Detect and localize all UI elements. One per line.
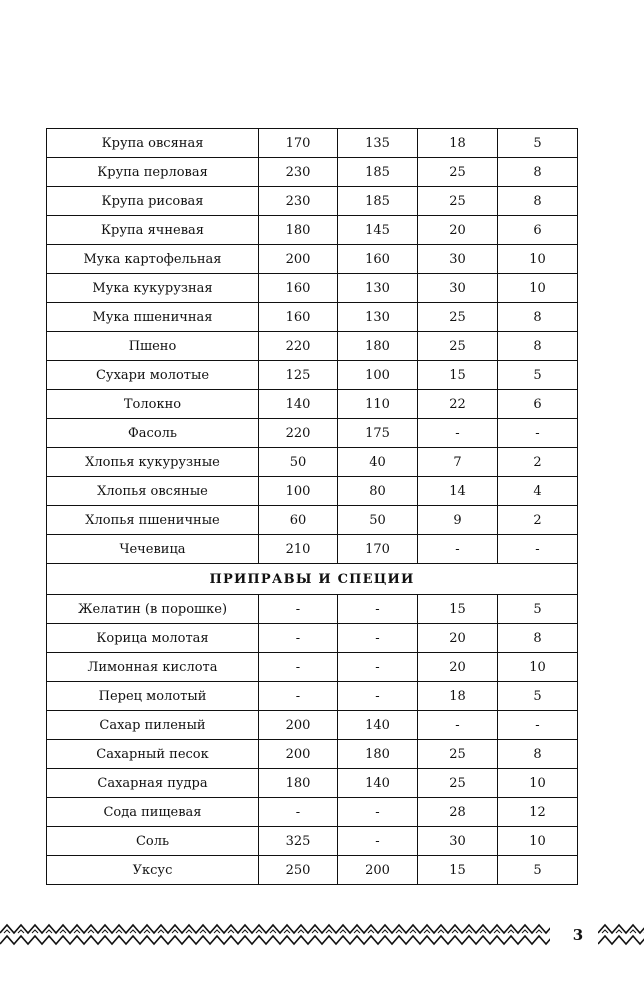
- value-cell: 160: [338, 245, 418, 274]
- product-name-cell: Крупа овсяная: [47, 129, 259, 158]
- table-row: [47, 711, 578, 740]
- chevron-mark: [130, 930, 136, 933]
- value-cell: 50: [338, 506, 418, 535]
- value-cell: 180: [259, 216, 338, 245]
- chevron-mark: [102, 930, 108, 933]
- chevron-mark: [466, 930, 472, 933]
- value-cell: -: [498, 535, 578, 564]
- value-cell: 170: [259, 129, 338, 158]
- product-name-cell: Крупа ячневая: [47, 216, 259, 245]
- value-cell: 4: [498, 477, 578, 506]
- value-cell: 15: [418, 595, 498, 624]
- chevron-mark: [46, 930, 52, 933]
- value-cell: 25: [418, 769, 498, 798]
- value-cell: -: [259, 798, 338, 827]
- chevron-mark: [410, 930, 416, 933]
- value-cell: 8: [498, 303, 578, 332]
- value-cell: 160: [259, 274, 338, 303]
- table-row: [47, 624, 578, 653]
- value-cell: 25: [418, 303, 498, 332]
- value-cell: 20: [418, 653, 498, 682]
- value-cell: 8: [498, 158, 578, 187]
- product-name-cell: Соль: [47, 827, 259, 856]
- value-cell: 160: [259, 303, 338, 332]
- chevron-mark: [4, 930, 10, 933]
- measures-table: [46, 128, 578, 885]
- product-name-cell: Корица молотая: [47, 624, 259, 653]
- value-cell: 230: [259, 158, 338, 187]
- value-cell: 110: [338, 390, 418, 419]
- value-cell: -: [418, 711, 498, 740]
- value-cell: 200: [259, 711, 338, 740]
- table-row: [47, 653, 578, 682]
- chevron-mark: [382, 930, 388, 933]
- product-name-cell: Желатин (в порошке): [47, 595, 259, 624]
- value-cell: 6: [498, 390, 578, 419]
- table-row: [47, 769, 578, 798]
- zigzag-border-icon: [598, 922, 644, 948]
- value-cell: 25: [418, 740, 498, 769]
- zigzag-line: [0, 936, 550, 944]
- table-row: [47, 827, 578, 856]
- chevron-mark: [228, 930, 234, 933]
- chevron-mark: [144, 930, 150, 933]
- value-cell: 250: [259, 856, 338, 885]
- chevron-mark: [312, 930, 318, 933]
- value-cell: 185: [338, 158, 418, 187]
- value-cell: 185: [338, 187, 418, 216]
- value-cell: 140: [338, 769, 418, 798]
- value-cell: 2: [498, 448, 578, 477]
- value-cell: -: [338, 798, 418, 827]
- table-row: [47, 448, 578, 477]
- chevron-mark: [298, 930, 304, 933]
- product-name-cell: Мука картофельная: [47, 245, 259, 274]
- chevron-mark: [536, 930, 542, 933]
- value-cell: 135: [338, 129, 418, 158]
- table-row: [47, 129, 578, 158]
- value-cell: -: [259, 653, 338, 682]
- value-cell: 325: [259, 827, 338, 856]
- value-cell: -: [418, 535, 498, 564]
- value-cell: -: [338, 653, 418, 682]
- value-cell: 2: [498, 506, 578, 535]
- value-cell: 10: [498, 274, 578, 303]
- table-row: [47, 187, 578, 216]
- value-cell: 28: [418, 798, 498, 827]
- value-cell: 15: [418, 361, 498, 390]
- chevron-mark: [396, 930, 402, 933]
- chevron-mark: [508, 930, 514, 933]
- table-row: [47, 798, 578, 827]
- product-name-cell: Крупа перловая: [47, 158, 259, 187]
- product-name-cell: Хлопья пшеничные: [47, 506, 259, 535]
- product-name-cell: Мука пшеничная: [47, 303, 259, 332]
- table-row: [47, 682, 578, 711]
- chevron-mark: [214, 930, 220, 933]
- value-cell: 30: [418, 245, 498, 274]
- value-cell: 5: [498, 856, 578, 885]
- value-cell: 8: [498, 332, 578, 361]
- chevron-mark: [270, 930, 276, 933]
- value-cell: -: [498, 419, 578, 448]
- value-cell: 200: [259, 245, 338, 274]
- value-cell: 5: [498, 595, 578, 624]
- value-cell: -: [338, 682, 418, 711]
- value-cell: 8: [498, 187, 578, 216]
- chevron-mark: [630, 930, 636, 933]
- product-name-cell: Лимонная кислота: [47, 653, 259, 682]
- table-row: [47, 274, 578, 303]
- chevron-mark: [480, 930, 486, 933]
- chevron-mark: [522, 930, 528, 933]
- value-cell: 60: [259, 506, 338, 535]
- value-cell: 145: [338, 216, 418, 245]
- chevron-mark: [424, 930, 430, 933]
- value-cell: 200: [259, 740, 338, 769]
- value-cell: 200: [338, 856, 418, 885]
- value-cell: 125: [259, 361, 338, 390]
- value-cell: 30: [418, 827, 498, 856]
- product-name-cell: Сахар пиленый: [47, 711, 259, 740]
- chevron-mark: [452, 930, 458, 933]
- product-name-cell: Фасоль: [47, 419, 259, 448]
- chevron-mark: [242, 930, 248, 933]
- chevron-mark: [368, 930, 374, 933]
- value-cell: 140: [338, 711, 418, 740]
- value-cell: 80: [338, 477, 418, 506]
- value-cell: 20: [418, 216, 498, 245]
- table-row: [47, 332, 578, 361]
- chevron-mark: [74, 930, 80, 933]
- value-cell: 210: [259, 535, 338, 564]
- chevron-mark: [438, 930, 444, 933]
- zigzag-border-icon: [0, 922, 550, 948]
- value-cell: 15: [418, 856, 498, 885]
- value-cell: 22: [418, 390, 498, 419]
- table-row: [47, 595, 578, 624]
- value-cell: 5: [498, 129, 578, 158]
- value-cell: 180: [259, 769, 338, 798]
- product-name-cell: Сахарная пудра: [47, 769, 259, 798]
- chevron-mark: [284, 930, 290, 933]
- zigzag-line: [598, 936, 644, 944]
- value-cell: -: [259, 595, 338, 624]
- value-cell: 7: [418, 448, 498, 477]
- value-cell: 25: [418, 332, 498, 361]
- value-cell: 12: [498, 798, 578, 827]
- value-cell: -: [418, 419, 498, 448]
- product-name-cell: Сахарный песок: [47, 740, 259, 769]
- chevron-mark: [18, 930, 24, 933]
- value-cell: 25: [418, 187, 498, 216]
- value-cell: 5: [498, 682, 578, 711]
- product-name-cell: Перец молотый: [47, 682, 259, 711]
- value-cell: 5: [498, 361, 578, 390]
- value-cell: -: [338, 624, 418, 653]
- value-cell: 175: [338, 419, 418, 448]
- value-cell: -: [338, 827, 418, 856]
- chevron-mark: [494, 930, 500, 933]
- value-cell: 140: [259, 390, 338, 419]
- chevron-mark: [616, 930, 622, 933]
- table-body: [47, 129, 578, 885]
- table-row: [47, 856, 578, 885]
- product-name-cell: Пшено: [47, 332, 259, 361]
- table-row: [47, 361, 578, 390]
- value-cell: 100: [259, 477, 338, 506]
- value-cell: 130: [338, 303, 418, 332]
- table-row: [47, 390, 578, 419]
- value-cell: 9: [418, 506, 498, 535]
- chevron-mark: [88, 930, 94, 933]
- table-row: [47, 158, 578, 187]
- table-row: [47, 419, 578, 448]
- section-title: ПРИПРАВЫ И СПЕЦИИ: [47, 564, 578, 595]
- value-cell: 180: [338, 740, 418, 769]
- value-cell: 10: [498, 653, 578, 682]
- value-cell: 180: [338, 332, 418, 361]
- product-name-cell: Сода пищевая: [47, 798, 259, 827]
- product-name-cell: Хлопья кукурузные: [47, 448, 259, 477]
- table-row: [47, 506, 578, 535]
- chevron-mark: [200, 930, 206, 933]
- value-cell: -: [498, 711, 578, 740]
- value-cell: 14: [418, 477, 498, 506]
- value-cell: 220: [259, 332, 338, 361]
- product-name-cell: Хлопья овсяные: [47, 477, 259, 506]
- value-cell: 130: [338, 274, 418, 303]
- value-cell: 230: [259, 187, 338, 216]
- product-name-cell: Уксус: [47, 856, 259, 885]
- chevron-mark: [186, 930, 192, 933]
- table-row: [47, 216, 578, 245]
- value-cell: 100: [338, 361, 418, 390]
- chevron-mark: [354, 930, 360, 933]
- chevron-mark: [60, 930, 66, 933]
- chevron-mark: [326, 930, 332, 933]
- chevron-mark: [172, 930, 178, 933]
- table-row: [47, 245, 578, 274]
- chevron-mark: [158, 930, 164, 933]
- product-name-cell: Мука кукурузная: [47, 274, 259, 303]
- value-cell: 40: [338, 448, 418, 477]
- value-cell: 20: [418, 624, 498, 653]
- table-row: [47, 303, 578, 332]
- value-cell: 8: [498, 624, 578, 653]
- value-cell: -: [259, 624, 338, 653]
- chevron-mark: [116, 930, 122, 933]
- value-cell: 10: [498, 827, 578, 856]
- page-number: 3: [572, 926, 584, 944]
- chevron-mark: [32, 930, 38, 933]
- value-cell: 25: [418, 158, 498, 187]
- value-cell: 30: [418, 274, 498, 303]
- value-cell: -: [338, 595, 418, 624]
- value-cell: 8: [498, 740, 578, 769]
- chevron-mark: [340, 930, 346, 933]
- value-cell: 18: [418, 129, 498, 158]
- value-cell: 10: [498, 245, 578, 274]
- value-cell: 170: [338, 535, 418, 564]
- chevron-mark: [602, 930, 608, 933]
- value-cell: 50: [259, 448, 338, 477]
- product-name-cell: Чечевица: [47, 535, 259, 564]
- value-cell: -: [259, 682, 338, 711]
- value-cell: 18: [418, 682, 498, 711]
- value-cell: 220: [259, 419, 338, 448]
- table-row: [47, 740, 578, 769]
- value-cell: 6: [498, 216, 578, 245]
- table-row: [47, 535, 578, 564]
- section-header-row: [47, 564, 578, 595]
- table-row: [47, 477, 578, 506]
- product-name-cell: Крупа рисовая: [47, 187, 259, 216]
- product-name-cell: Толокно: [47, 390, 259, 419]
- chevron-mark: [256, 930, 262, 933]
- product-name-cell: Сухари молотые: [47, 361, 259, 390]
- value-cell: 10: [498, 769, 578, 798]
